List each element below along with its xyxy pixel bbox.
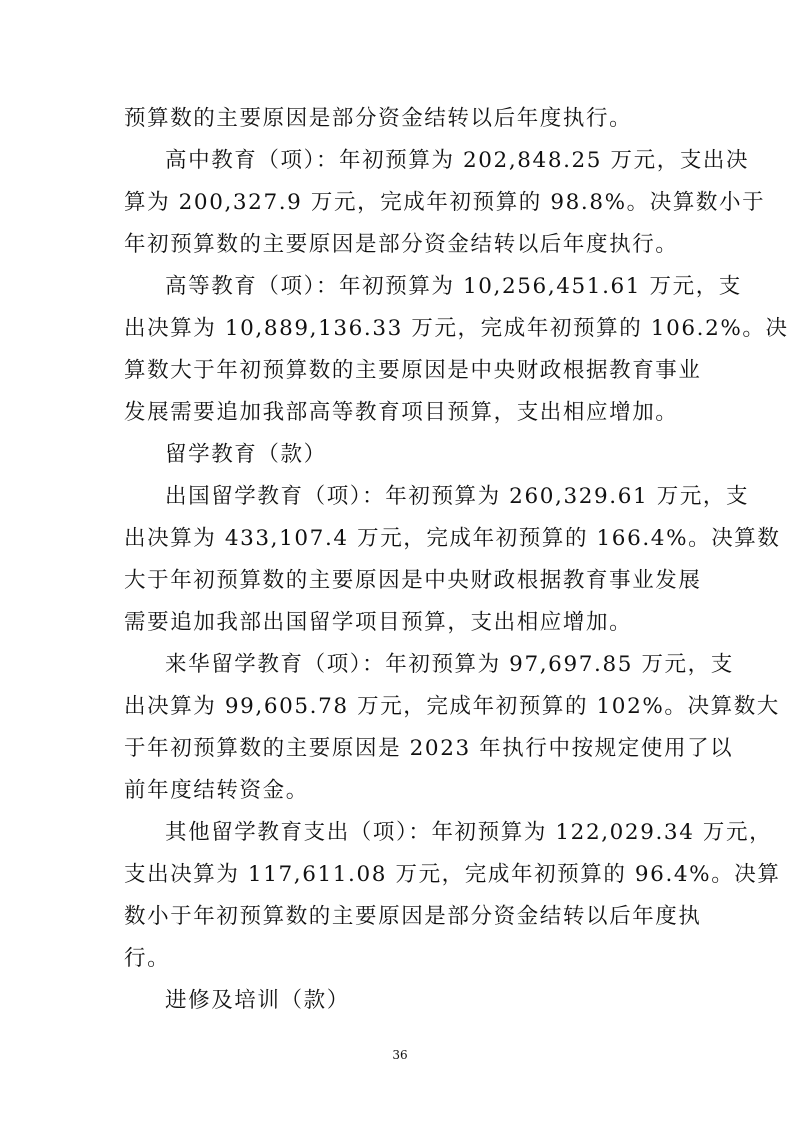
text-line: 大于年初预算数的主要原因是中央财政根据教育事业发展 [124, 568, 702, 593]
text-line: 于年初预算数的主要原因是 2023 年执行中按规定使用了以 [124, 736, 734, 761]
text-line: 出决算为 99,605.78 万元，完成年初预算的 102%。决算数大 [124, 694, 780, 719]
text-line: 前年度结转资金。 [124, 778, 309, 803]
section-heading: 进修及培训（款） [165, 988, 350, 1013]
text-line: 行。 [124, 946, 171, 971]
text-line: 出决算为 433,107.4 万元，完成年初预算的 166.4%。决算数 [124, 526, 781, 551]
text-line: 需要追加我部出国留学项目预算，支出相应增加。 [124, 610, 633, 635]
text-line: 来华留学教育（项）：年初预算为 97,697.85 万元，支 [165, 652, 734, 677]
section-heading: 留学教育（款） [165, 442, 327, 467]
text-line: 支出决算为 117,611.08 万元，完成年初预算的 96.4%。决算 [124, 862, 781, 887]
page-number: 36 [392, 1048, 408, 1062]
text-line: 数小于年初预算数的主要原因是部分资金结转以后年度执 [124, 904, 702, 929]
text-line: 算数大于年初预算数的主要原因是中央财政根据教育事业 [124, 358, 702, 383]
text-line: 年初预算数的主要原因是部分资金结转以后年度执行。 [124, 232, 679, 257]
text-line: 出决算为 10,889,136.33 万元，完成年初预算的 106.2%。决 [124, 316, 789, 341]
text-line: 预算数的主要原因是部分资金结转以后年度执行。 [124, 106, 633, 131]
text-line: 高等教育（项）：年初预算为 10,256,451.61 万元，支 [165, 274, 742, 299]
text-line: 高中教育（项）：年初预算为 202,848.25 万元，支出决 [165, 148, 750, 173]
text-line: 其他留学教育支出（项）：年初预算为 122,029.34 万元， [165, 820, 773, 845]
text-line: 出国留学教育（项）：年初预算为 260,329.61 万元，支 [165, 484, 750, 509]
text-line: 算为 200,327.9 万元，完成年初预算的 98.8%。决算数小于 [124, 190, 766, 215]
text-line: 发展需要追加我部高等教育项目预算，支出相应增加。 [124, 400, 679, 425]
